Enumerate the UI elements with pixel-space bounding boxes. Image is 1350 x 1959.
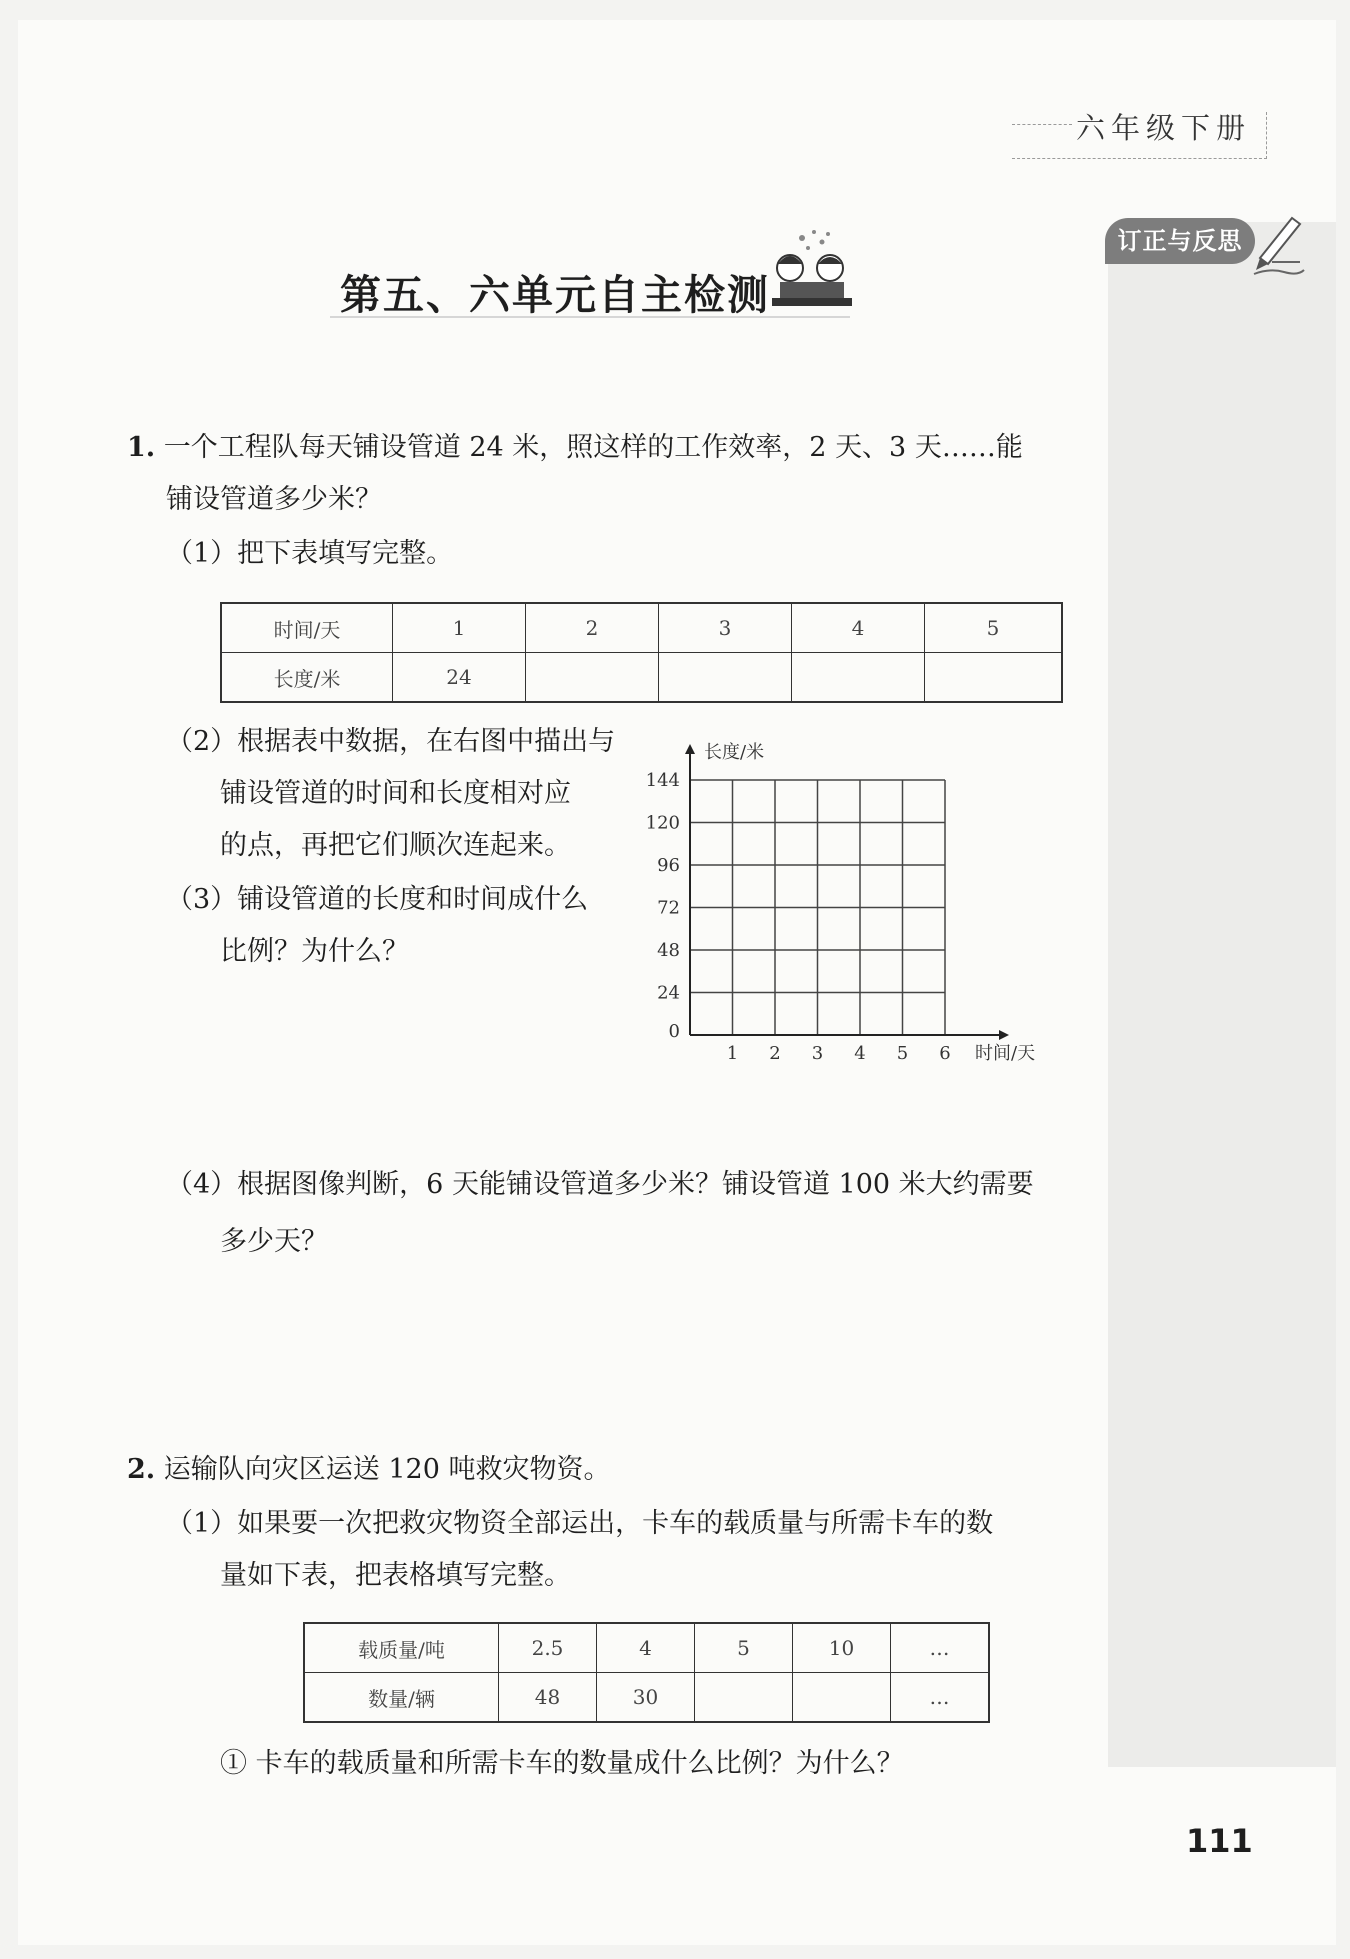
review-tab: 订正与反思 bbox=[1105, 218, 1255, 264]
x-tick-label: 2 bbox=[769, 1043, 781, 1064]
x-tick-label: 6 bbox=[939, 1043, 951, 1064]
page-number: 111 bbox=[1186, 1822, 1253, 1860]
table-cell: … bbox=[891, 1623, 990, 1673]
grade-box-line bbox=[1012, 124, 1072, 125]
y-tick-label: 144 bbox=[645, 770, 680, 791]
pencil-icon bbox=[1250, 210, 1306, 280]
table-header-cell: 长度/米 bbox=[221, 653, 393, 703]
question-1-number: 1. bbox=[127, 432, 156, 463]
table-header-cell: 时间/天 bbox=[221, 603, 393, 653]
table-cell: 2 bbox=[526, 603, 659, 653]
x-axis-arrow bbox=[999, 1030, 1009, 1040]
table-row bbox=[221, 653, 1062, 703]
question-1-part-2-line-2: 铺设管道的时间和长度相对应 bbox=[220, 778, 571, 809]
question-1-part-1: （1）把下表填写完整。 bbox=[166, 538, 454, 569]
question-2-number: 2. bbox=[127, 1454, 156, 1485]
table-cell: … bbox=[891, 1673, 990, 1723]
table-cell: 24 bbox=[393, 653, 526, 703]
table-cell: 2.5 bbox=[499, 1623, 597, 1673]
table-cell: 1 bbox=[393, 603, 526, 653]
y-tick-label: 0 bbox=[668, 1021, 680, 1042]
page-title: 第五、六单元自主检测 bbox=[340, 271, 770, 319]
table-blank-cell[interactable] bbox=[793, 1673, 891, 1723]
reading-kids-icon bbox=[762, 226, 862, 316]
y-axis-arrow bbox=[685, 744, 695, 754]
x-tick-label: 1 bbox=[726, 1043, 739, 1064]
table-blank-cell[interactable] bbox=[659, 653, 792, 703]
grade-label: 六年级下册 bbox=[1076, 111, 1252, 145]
question-1-part-2-line-1: （2）根据表中数据，在右图中描出与 bbox=[166, 726, 616, 757]
question-2-sub-1: ① 卡车的载质量和所需卡车的数量成什么比例？为什么？ bbox=[220, 1748, 904, 1779]
table-cell: 4 bbox=[597, 1623, 695, 1673]
x-tick-label: 3 bbox=[811, 1043, 824, 1064]
question-1-line-2: 铺设管道多少米？ bbox=[166, 484, 382, 515]
table-row bbox=[304, 1673, 989, 1723]
x-axis-label: 时间/天 bbox=[975, 1043, 1036, 1064]
question-2-part-1-line-2: 量如下表，把表格填写完整。 bbox=[220, 1560, 571, 1591]
question-1-part-4-line-1: （4）根据图像判断，6 天能铺设管道多少米？铺设管道 100 米大约需要 bbox=[166, 1169, 1034, 1200]
y-tick-label: 24 bbox=[657, 982, 680, 1004]
table-header-cell: 数量/辆 bbox=[304, 1673, 499, 1723]
table-cell: 5 bbox=[695, 1623, 793, 1673]
table-blank-cell[interactable] bbox=[792, 653, 925, 703]
y-tick-label: 120 bbox=[645, 812, 680, 834]
question-1-text: 一个工程队每天铺设管道 24 米，照这样的工作效率，2 天、3 天……能 bbox=[163, 432, 1023, 463]
y-tick-label: 72 bbox=[657, 897, 680, 919]
question-2-part-1-line-1: （1）如果要一次把救灾物资全部运出，卡车的载质量与所需卡车的数 bbox=[166, 1508, 994, 1539]
y-axis-label: 长度/米 bbox=[704, 742, 765, 763]
y-tick-label: 96 bbox=[657, 855, 680, 876]
review-margin-panel bbox=[1108, 222, 1336, 1767]
table-row bbox=[221, 603, 1062, 653]
question-2-line-1 bbox=[127, 1450, 610, 1490]
y-tick-label: 48 bbox=[657, 940, 680, 961]
time-length-table bbox=[220, 602, 1063, 703]
table-blank-cell[interactable] bbox=[925, 653, 1063, 703]
question-1-part-4-line-2: 多少天？ bbox=[220, 1226, 328, 1257]
table-cell: 4 bbox=[792, 603, 925, 653]
x-tick-label: 5 bbox=[896, 1043, 909, 1064]
question-1-part-2-line-3: 的点，再把它们顺次连起来。 bbox=[220, 830, 571, 861]
question-1-line-1 bbox=[127, 428, 1023, 468]
table-blank-cell[interactable] bbox=[526, 653, 659, 703]
length-time-chart[interactable] bbox=[640, 735, 1060, 1065]
table-cell: 10 bbox=[793, 1623, 891, 1673]
table-cell: 30 bbox=[597, 1673, 695, 1723]
table-blank-cell[interactable] bbox=[695, 1673, 793, 1723]
table-row bbox=[304, 1623, 989, 1673]
x-tick-label: 4 bbox=[854, 1043, 866, 1064]
table-cell: 48 bbox=[499, 1673, 597, 1723]
table-header-cell: 载质量/吨 bbox=[304, 1623, 499, 1673]
question-1-part-3-line-1: （3）铺设管道的长度和时间成什么 bbox=[166, 884, 589, 915]
load-quantity-table bbox=[303, 1622, 990, 1723]
question-1-part-3-line-2: 比例？为什么？ bbox=[220, 936, 409, 967]
title-underline bbox=[330, 316, 850, 318]
table-cell: 5 bbox=[925, 603, 1063, 653]
table-cell: 3 bbox=[659, 603, 792, 653]
question-2-text: 运输队向灾区运送 120 吨救灾物资。 bbox=[163, 1454, 611, 1485]
